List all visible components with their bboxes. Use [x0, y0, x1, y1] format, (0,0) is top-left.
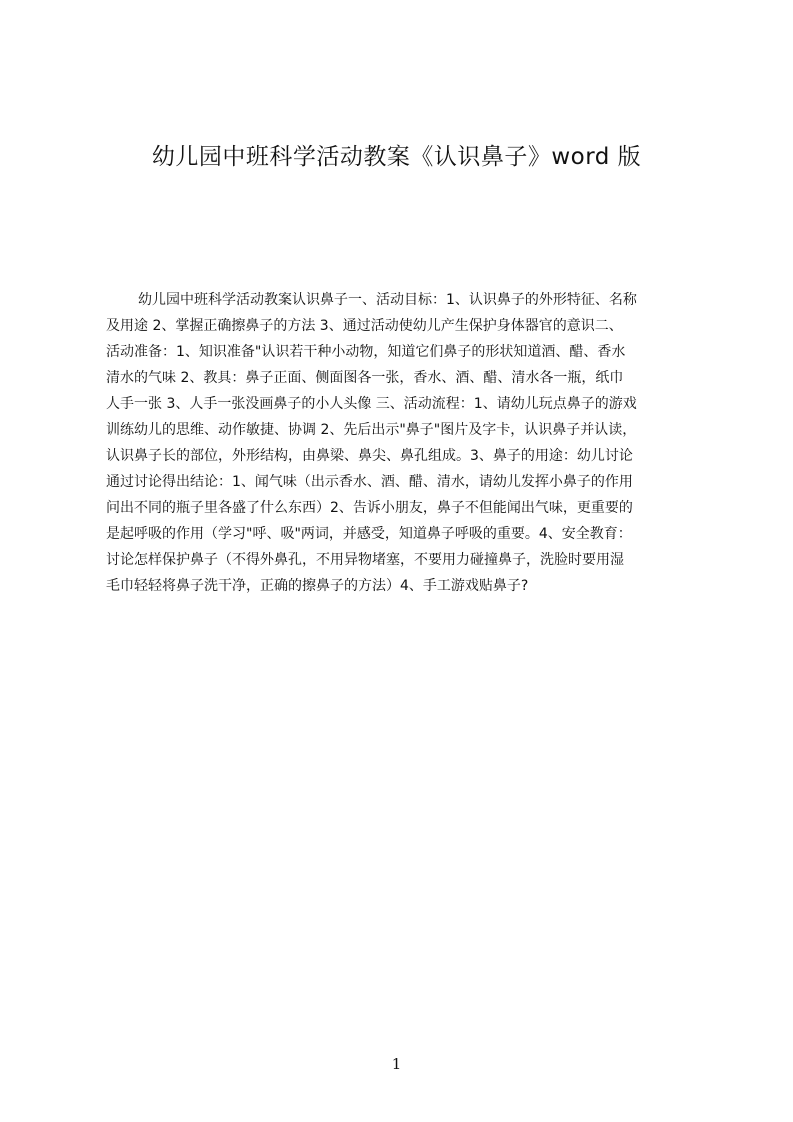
body-paragraph — [106, 287, 696, 607]
paragraph-line: 毛巾轻轻将鼻子洗干净，正确的擦鼻子的方法）4、手工游戏贴鼻子? — [106, 578, 529, 594]
paragraph-line: 人手一张 3、人手一张没画鼻子的小人头像 三、活动流程：1、请幼儿玩点鼻子的游戏 — [106, 396, 637, 412]
paragraph-line: 问出不同的瓶子里各盛了什么东西）2、告诉小朋友，鼻子不但能闻出气味，更重要的 — [106, 500, 633, 516]
paragraph-line: 通过讨论得出结论：1、闻气味（出示香水、酒、醋、清水，请幼儿发挥小鼻子的作用 — [106, 474, 633, 490]
paragraph-line: 及用途 2、掌握正确擦鼻子的方法 3、通过活动使幼儿产生保护身体器官的意识二、 — [106, 318, 623, 334]
paragraph-line: 幼儿园中班科学活动教案认识鼻子一、活动目标：1、认识鼻子的外形特征、名称 — [138, 292, 637, 308]
paragraph-line: 活动准备：1、知识准备"认识若干种小动物，知道它们鼻子的形状知道酒、醋、香水 — [106, 344, 626, 360]
paragraph-line: 讨论怎样保护鼻子（不得外鼻孔，不用异物堵塞，不要用力碰撞鼻子，洗脸时要用湿 — [106, 552, 624, 568]
paragraph-line: 是起呼吸的作用（学习"呼、吸"两词，并感受，知道鼻子呼吸的重要。4、安全教育： — [106, 526, 632, 542]
paragraph-line: 训练幼儿的思维、动作敏捷、协调 2、先后出示"鼻子"图片及字卡，认识鼻子并认读， — [106, 422, 637, 438]
paragraph-line: 认识鼻子长的部位，外形结构，由鼻梁、鼻尖、鼻孔组成。3、鼻子的用途：幼儿讨论 — [106, 448, 633, 464]
page-number: 1 — [391, 1055, 402, 1073]
paragraph-line: 清水的气味 2、教具：鼻子正面、侧面图各一张，香水、酒、醋、清水各一瓶，纸巾 — [106, 370, 624, 386]
document-title: 幼儿园中班科学活动教案《认识鼻子》word 版 — [151, 144, 642, 170]
